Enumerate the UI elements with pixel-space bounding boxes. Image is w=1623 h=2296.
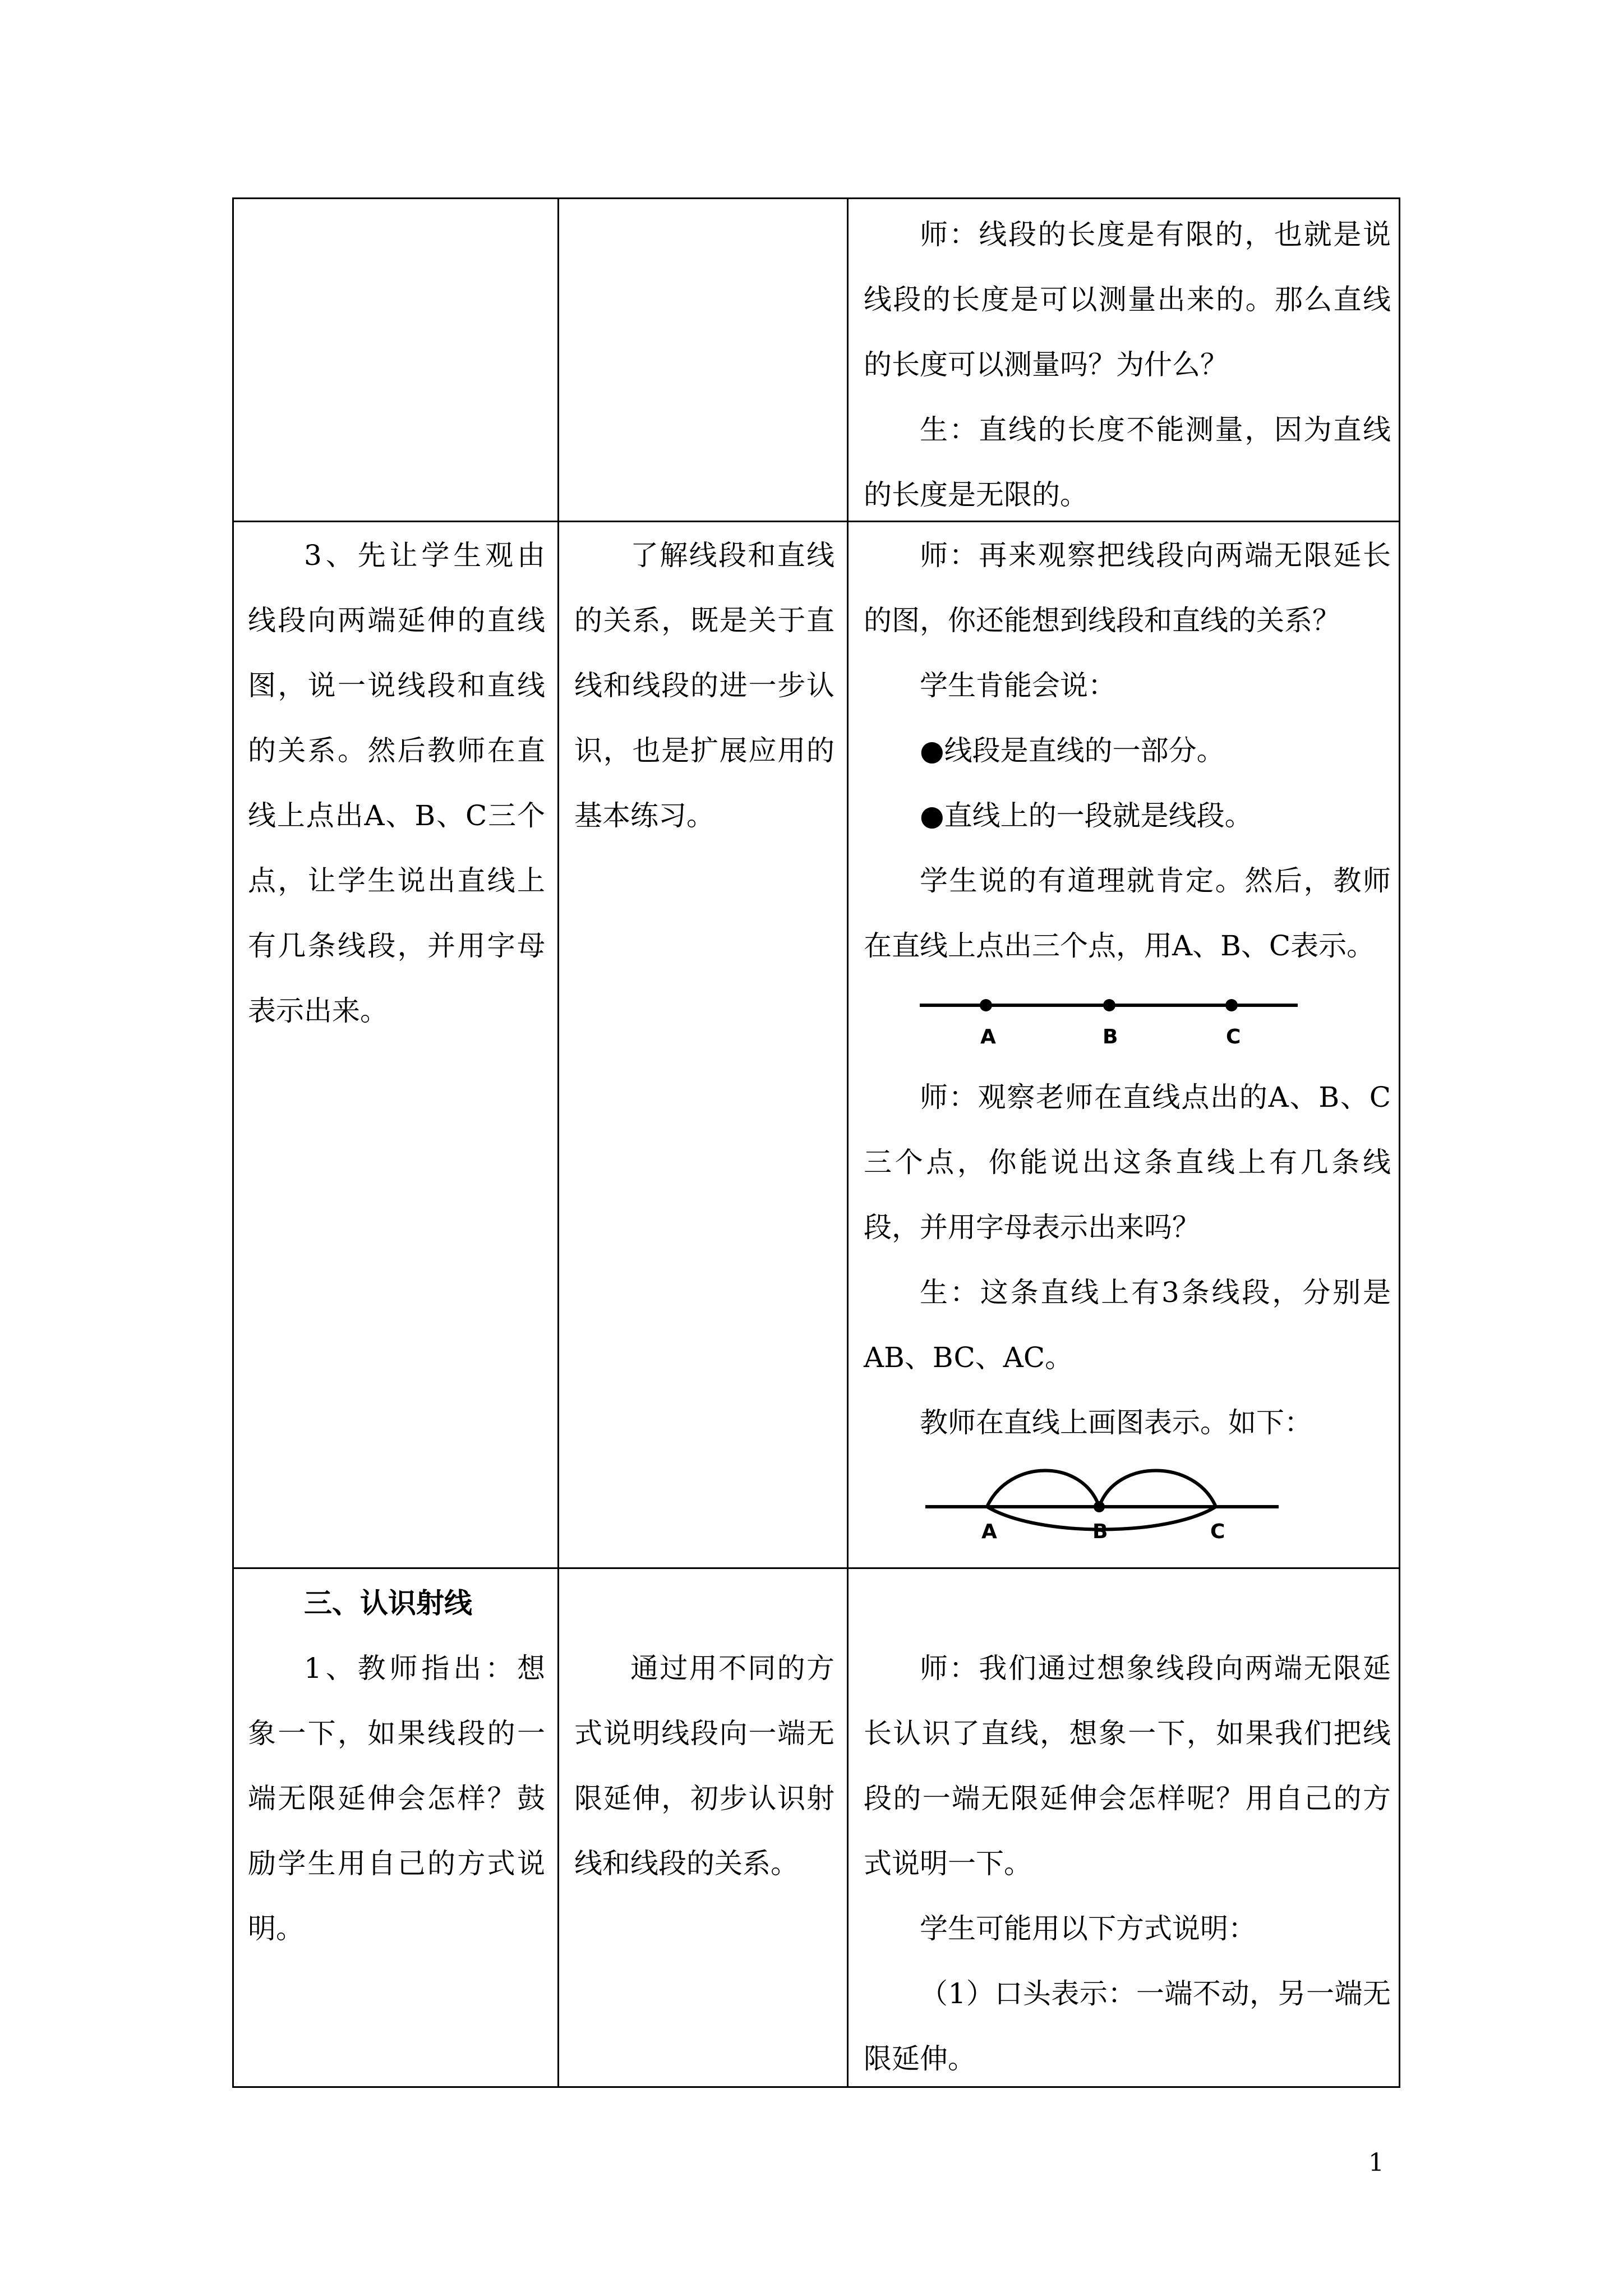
paragraph: 3、先让学生观由线段向两端延伸的直线图，说一说线段和直线的关系。然后教师在直线上点出A、B、C三个点，让学生说出直线上有几条线段，并用字母表示出来。 xyxy=(248,539,545,1027)
arc-bc xyxy=(1099,1471,1216,1507)
paragraph: ●线段是直线的一部分。 xyxy=(920,734,1225,767)
paragraph: 通过用不同的方式说明线段向一端无限延伸，初步认识射线和线段的关系。 xyxy=(574,1652,834,1880)
row3-col3-text xyxy=(864,1636,1391,2091)
paragraph: 生：这条直线上有3条线段，分别是AB、BC、AC。 xyxy=(864,1276,1391,1374)
label-a: A xyxy=(980,1025,996,1048)
table-divider-1 xyxy=(557,197,559,2088)
paragraph: （1）口头表示：一端不动，另一端无限延伸。 xyxy=(864,1977,1391,2075)
table-border-top xyxy=(232,197,1400,199)
row-separator-2 xyxy=(232,1567,1400,1569)
row2-col2-text xyxy=(574,523,834,848)
paragraph: 了解线段和直线的关系，既是关于直线和线段的进一步认识，也是扩展应用的基本练习。 xyxy=(574,539,834,832)
paragraph: 1、教师指出：想象一下，如果线段的一端无限延伸会怎样？鼓励学生用自己的方式说明。 xyxy=(248,1652,545,1945)
paragraph: ●直线上的一段就是线段。 xyxy=(920,799,1253,832)
paragraph: 生：直线的长度不能测量，因为直线的长度是无限的。 xyxy=(864,413,1391,511)
label-c: C xyxy=(1210,1520,1225,1543)
table-divider-2 xyxy=(847,197,849,2088)
line-figure-abc xyxy=(920,987,1301,1055)
label-b: B xyxy=(1103,1025,1118,1048)
row1-col3-text xyxy=(864,202,1391,527)
paragraph: 学生可能用以下方式说明： xyxy=(920,1912,1256,1945)
row3-col2-text xyxy=(574,1636,834,1896)
arc-ab xyxy=(987,1471,1099,1507)
point-a xyxy=(980,999,992,1011)
point-c xyxy=(1225,999,1238,1011)
row2-col1-text xyxy=(248,523,545,1043)
row2-col3-text-a xyxy=(864,523,1391,978)
table-border-left xyxy=(232,197,234,2088)
section-heading: 三、认识射线 xyxy=(304,1586,472,1619)
label-b: B xyxy=(1092,1520,1108,1543)
paragraph: 学生肯能会说： xyxy=(920,669,1116,702)
paragraph: 师：我们通过想象线段向两端无限延长认识了直线，想象一下，如果我们把线段的一端无限延伸会怎样呢？用自己的方式说明一下。 xyxy=(864,1652,1391,1880)
label-c: C xyxy=(1226,1025,1241,1048)
paragraph: 师：观察老师在直线点出的A、B、C三个点，你能说出这条直线上有几条线段，并用字母表示出来吗？ xyxy=(864,1081,1391,1244)
paragraph: 教师在直线上画图表示。如下： xyxy=(920,1406,1312,1439)
paragraph: 学生说的有道理就肯定。然后，教师在直线上点出三个点，用A、B、C表示。 xyxy=(864,864,1391,962)
table-border-right xyxy=(1399,197,1400,2088)
segments-figure-ab-bc-ac xyxy=(925,1453,1284,1543)
row3-col1-text xyxy=(248,1571,545,1961)
point-b xyxy=(1094,1501,1105,1512)
row2-col3-text-b xyxy=(864,1065,1391,1455)
label-a: A xyxy=(981,1520,997,1543)
paragraph: 师：再来观察把线段向两端无限延长的图，你还能想到线段和直线的关系？ xyxy=(864,539,1391,637)
paragraph: 师：线段的长度是有限的，也就是说线段的长度是可以测量出来的。那么直线的长度可以测量吗？为什么？ xyxy=(864,218,1391,381)
page-number: 1 xyxy=(1368,2148,1384,2177)
point-b xyxy=(1103,999,1115,1011)
